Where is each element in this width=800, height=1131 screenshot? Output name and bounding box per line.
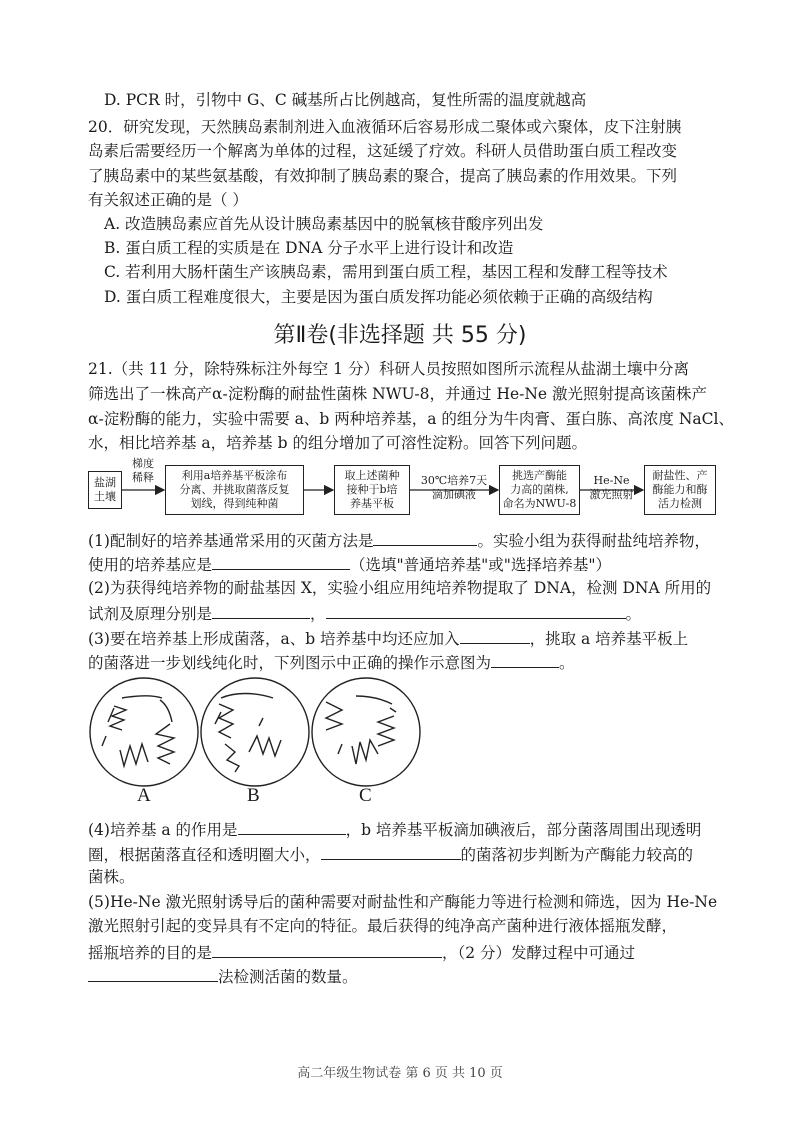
flow-box-detect: 耐盐性、产 酶能力和酶 活力检测 (644, 465, 716, 515)
flow-label-culture: 30℃培养7天 滴加碘液 (420, 474, 488, 501)
plate-label-a: A (137, 785, 151, 806)
q21-p4-line-2: 圈，根据菌落直径和透明圈大小， 的菌落初步判断为产酶能力较高的 (88, 843, 693, 865)
q21-p2-line-2: 试剂及原理分别是 ， 。 (88, 602, 641, 624)
q20-option-d: D. 蛋白质工程难度很大，主要是因为蛋白质发挥功能必须依赖于正确的高级结构 (104, 288, 653, 306)
q21-stem-line-2: 筛选出了一株高产α-淀粉酶的耐盐性菌株 NWU-8，并通过 He-Ne 激光照射提高该菌株产 (88, 385, 708, 403)
plate-c (312, 678, 420, 786)
answer-blank-medium-a-role[interactable] (238, 818, 346, 835)
answer-blank-counting-method[interactable] (88, 965, 218, 982)
q20-stem-line-3: 了胰岛素中的某些氨基酸，有效抑制了胰岛素的聚合，提高了胰岛素的作用效果。下列 (88, 167, 678, 185)
q21-p5-line-2: 激光照射引起的变异具有不定向的特征。最后获得的纯净高产菌种进行液体摇瓶发酵， (88, 917, 678, 935)
q19-option-d: D. PCR 时，引物中 G、C 碱基所占比例越高，复性所需的温度就越高 (104, 91, 587, 109)
plate-label-c: C (359, 785, 372, 806)
q21-p1-line-2: 使用的培养基应是 （选填"普通培养基"或"选择培养基"） (88, 553, 611, 575)
flow-box-soil: 盐湖 土壤 (88, 471, 122, 509)
plate-b (201, 678, 309, 786)
q21-p1-line-1: (1)配制好的培养基通常采用的灭菌方法是 。实验小组为获得耐盐纯培养物， (88, 529, 710, 551)
q21-p4-line-1: (4)培养基 a 的作用是 ，b 培养基平板滴加碘液后，部分菌落周围出现透明 (88, 818, 701, 840)
plate-a (90, 678, 198, 786)
q21-p5-line-4: 法检测活菌的数量。 (88, 965, 358, 987)
q20-stem-line-1: 20．研究发现，天然胰岛素制剂进入血液循环后容易形成二聚体或六聚体，皮下注射胰 (88, 118, 682, 136)
q20-option-a: A. 改造胰岛素应首先从设计胰岛素基因中的脱氧核苷酸序列出发 (104, 215, 544, 233)
flow-label-dilution: 梯度 稀释 (132, 457, 154, 484)
flow-box-select: 挑选产酶能 力高的菌株, 命名为NWU-8 (499, 465, 580, 515)
flow-label-laser: He-Ne 激光照射 (589, 474, 634, 501)
page-footer: 高二年级生物试卷 第 6 页 共 10 页 (297, 1066, 503, 1081)
q20-stem-line-4: 有关叙述正确的是（ ） (88, 191, 248, 209)
q21-p3-line-2: 的菌落进一步划线纯化时，下列图示中正确的操作示意图为 。 (88, 651, 575, 673)
q20-option-b: B. 蛋白质工程的实质是在 DNA 分子水平上进行设计和改造 (104, 239, 514, 257)
q21-p2-line-1: (2)为获得纯培养物的耐盐基因 X，实验小组应用纯培养物提取了 DNA，检测 DNA 所用的 (88, 579, 712, 597)
flow-box-isolate: 利用a培养基平板涂布 分离、并挑取菌落反复 划线，得到纯种菌 (165, 465, 304, 515)
section-title: 第Ⅱ卷(非选择题 共 55 分) (273, 323, 527, 348)
q21-p4-line-3: 菌株。 (88, 868, 135, 886)
plate-label-b: B (247, 785, 260, 806)
q20-stem-line-2: 岛素后需要经历一个解离为单体的过程，这延缓了疗效。科研人员借助蛋白质工程改变 (88, 142, 678, 160)
answer-blank-colony-ratio[interactable] (321, 843, 461, 860)
q21-p3-line-1: (3)要在培养基上形成菌落，a、b 培养基中均还应加入 ，挑取 a 培养基平板上 (88, 627, 688, 649)
flow-box-inoculate: 取上述菌种 接种于b培 养基平板 (334, 465, 410, 515)
q21-p5-line-1: (5)He-Ne 激光照射诱导后的菌种需要对耐盐性和产酶能力等进行检测和筛选，因为 He-Ne (88, 893, 718, 911)
q21-stem-line-1: 21.（共 11 分，除特殊标注外每空 1 分）科研人员按照如图所示流程从盐湖土壤中分离 (88, 360, 689, 378)
q20-option-c: C. 若利用大肠杆菌生产该胰岛素，需用到蛋白质工程，基因工程和发酵工程等技术 (104, 263, 668, 281)
answer-blank-shaking-purpose[interactable] (212, 941, 442, 958)
q21-stem-line-3: α-淀粉酶的能力，实验中需要 a、b 两种培养基，a 的组分为牛肉膏、蛋白胨、高浓度 NaCl、 (88, 410, 734, 428)
q21-stem-line-4: 水，相比培养基 a，培养基 b 的组分增加了可溶性淀粉。回答下列问题。 (88, 434, 587, 452)
q21-p5-line-3: 摇瓶培养的目的是 ，（2 分）发酵过程中可通过 (88, 941, 635, 963)
